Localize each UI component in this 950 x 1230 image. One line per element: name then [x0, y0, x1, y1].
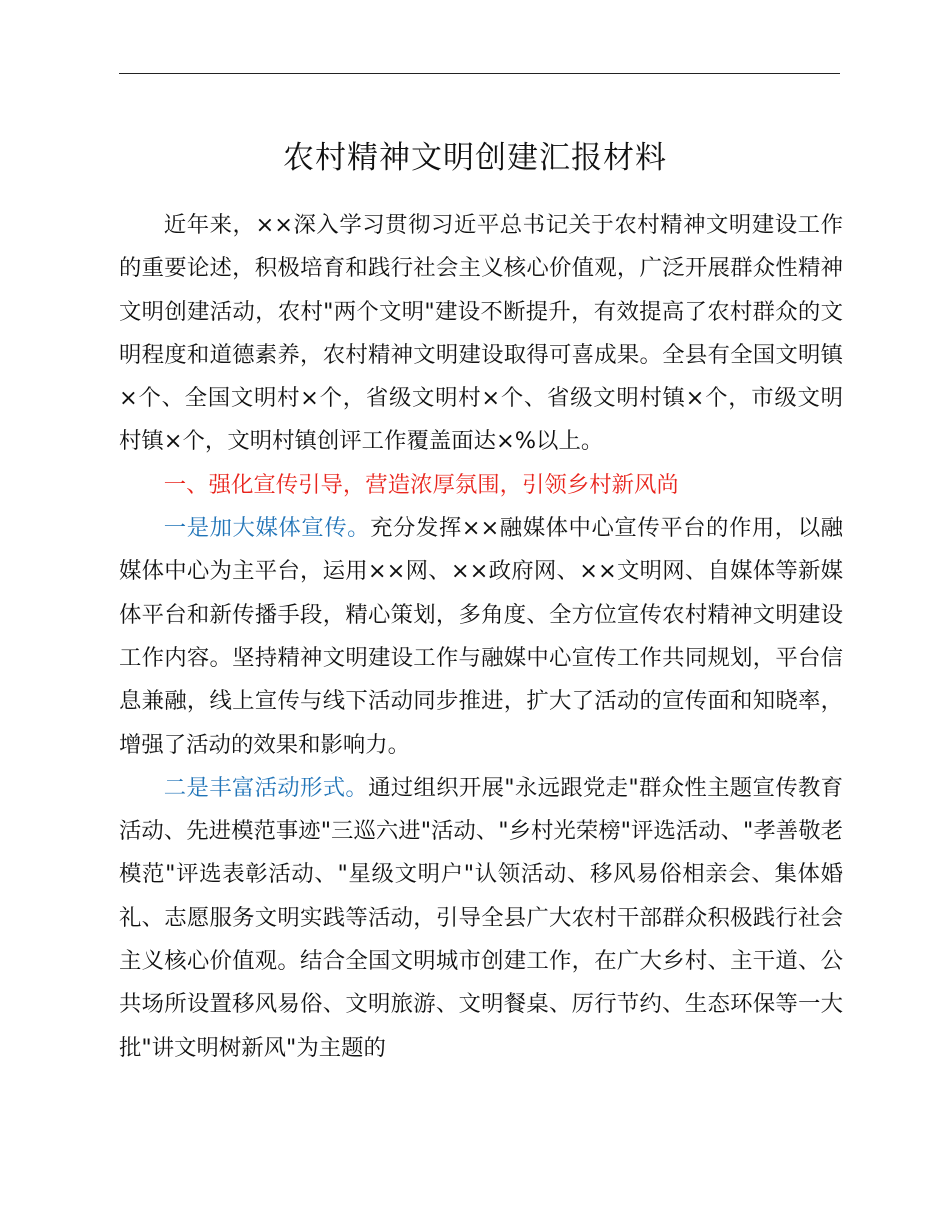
subsection-1-text: 充分发挥××融媒体中心宣传平台的作用，以融媒体中心为主平台，运用××网、××政府网、××文明网、自媒体等新媒体平台和新传播手段，精心策划，多角度、全方位宣传农村精神文明建设工作内容。坚持精神文明建设工作与融媒中心宣传工作共同规划，平台信息兼融，线上宣传与线下活动同步推进，扩大了活动的宣传面和知晓率，增强了活动的效果和影响力。 [119, 515, 844, 758]
intro-paragraph: 近年来，××深入学习贯彻习近平总书记关于农村精神文明建设工作的重要论述，积极培育和践行社会主义核心价值观，广泛开展群众性精神文明创建活动，农村"两个文明"建设不断提升，有效提高了农村群众的文明程度和道德素养，农村精神文明建设取得可喜成果。全县有全国文明镇×个、全国文明村×个，省级文明村×个、省级文明村镇×个，市级文明村镇×个，文明村镇创评工作覆盖面达×%以上。 [119, 212, 843, 455]
document-body [119, 204, 843, 1070]
subsection-2-paragraph [119, 767, 843, 1070]
subsection-1-lead: 一是加大媒体宣传。 [163, 515, 371, 542]
section-heading-1: 一、强化宣传引导，营造浓厚氛围，引领乡村新风尚 [163, 471, 679, 498]
subsection-2-lead: 二是丰富活动形式。 [163, 774, 369, 801]
header-rule [119, 73, 840, 74]
subsection-1-paragraph [119, 507, 843, 767]
document-title: 农村精神文明创建汇报材料 [283, 140, 667, 176]
subsection-2-text: 通过组织开展"永远跟党走"群众性主题宣传教育活动、先进模范事迹"三巡六进"活动、"乡村光荣榜"评选活动、"孝善敬老模范"评选表彰活动、"星级文明户"认领活动、移风易俗相亲会、集体婚礼、志愿服务文明实践等活动，引导全县广大农村干部群众积极践行社会主义核心价值观。结合全国文明城市创建工作，在广大乡村、主干道、公共场所设置移风易俗、文明旅游、文明餐桌、厉行节约、生态环保等一大批"讲文明树新风"为主题的 [119, 774, 843, 1061]
